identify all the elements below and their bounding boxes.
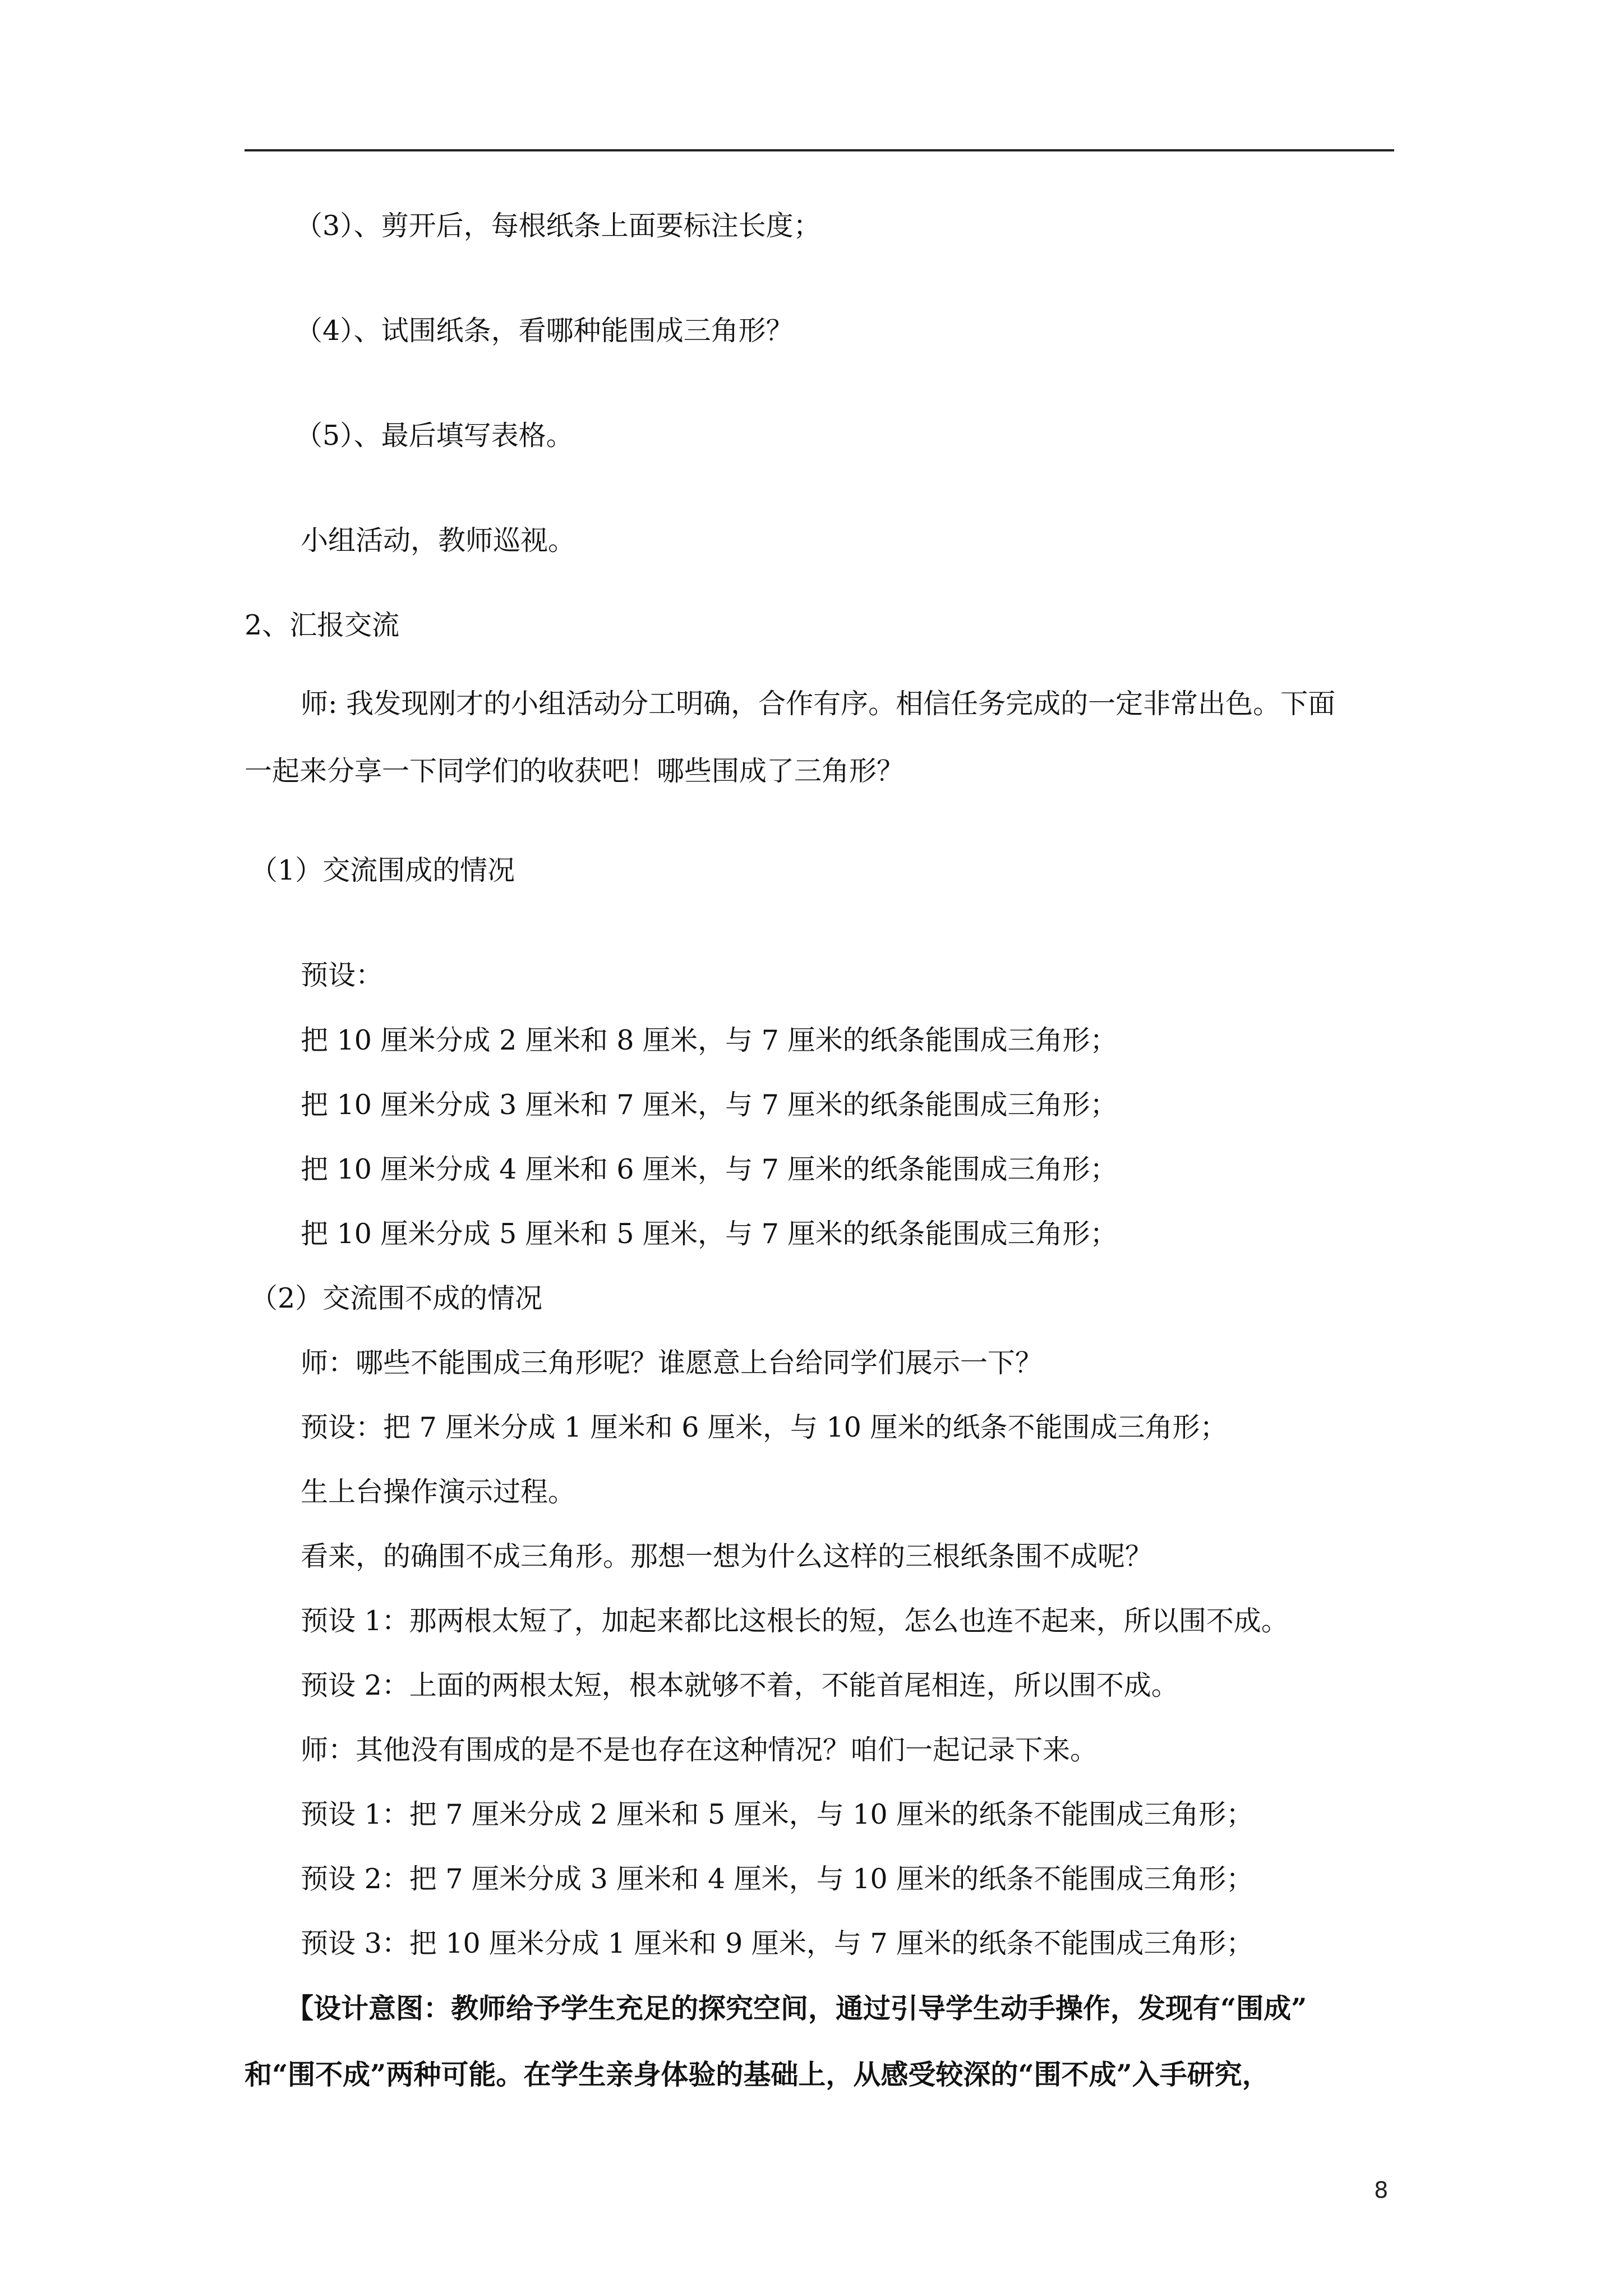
not-formed-line: 预设 2：把 7 厘米分成 3 厘米和 4 厘米，与 10 厘米的纸条不能围成三角形； (301, 1863, 1254, 1895)
preset-label: 预设： (301, 959, 384, 991)
part-2-heading: （2）交流围不成的情况 (250, 1282, 543, 1314)
group-activity: 小组活动，教师巡视。 (301, 524, 576, 556)
not-formed-line: 预设：把 7 厘米分成 1 厘米和 6 厘米，与 10 厘米的纸条不能围成三角形； (301, 1411, 1228, 1443)
step-3: （3）、剪开后，每根纸条上面要标注长度； (295, 210, 821, 242)
not-formed-line: 预设 2：上面的两根太短，根本就够不着，不能首尾相连，所以围不成。 (301, 1669, 1179, 1701)
teacher-intro-line-1: 师: 我发现刚才的小组活动分工明确，合作有序。相信任务完成的一定非常出色。下面 (301, 688, 1336, 720)
not-formed-line: 师：哪些不能围成三角形呢？谁愿意上台给同学们展示一下？ (301, 1347, 1043, 1379)
formed-item: 把 10 厘米分成 3 厘米和 7 厘米，与 7 厘米的纸条能围成三角形； (301, 1089, 1118, 1121)
part-1-heading: （1）交流围成的情况 (250, 854, 515, 886)
not-formed-line: 预设 1：把 7 厘米分成 2 厘米和 5 厘米，与 10 厘米的纸条不能围成三角形； (301, 1798, 1254, 1830)
not-formed-line: 师：其他没有围成的是不是也存在这种情况？咱们一起记录下来。 (301, 1734, 1098, 1766)
teacher-intro-line-2: 一起来分享一下同学们的收获吧！哪些围成了三角形？ (245, 755, 905, 787)
page-number: 8 (1374, 2178, 1389, 2203)
step-4: （4）、试围纸条，看哪种能围成三角形？ (295, 315, 794, 347)
design-intent-line-2: 和“围不成”两种可能。在学生亲身体验的基础上，从感受较深的“围不成”入手研究， (245, 2058, 1270, 2091)
formed-item: 把 10 厘米分成 4 厘米和 6 厘米，与 7 厘米的纸条能围成三角形； (301, 1153, 1118, 1185)
header-rule (245, 149, 1394, 151)
step-5: （5）、最后填写表格。 (295, 420, 574, 452)
section-2-heading: 2、汇报交流 (245, 609, 400, 641)
formed-item: 把 10 厘米分成 2 厘米和 8 厘米，与 7 厘米的纸条能围成三角形； (301, 1024, 1118, 1056)
not-formed-line: 看来，的确围不成三角形。那想一想为什么这样的三根纸条围不成呢？ (301, 1540, 1153, 1572)
design-intent-line-1: 【设计意图：教师给予学生充足的探究空间，通过引导学生动手操作，发现有“围成” (286, 1992, 1307, 2024)
formed-item: 把 10 厘米分成 5 厘米和 5 厘米，与 7 厘米的纸条能围成三角形； (301, 1218, 1118, 1250)
not-formed-line: 预设 1：那两根太短了，加起来都比这根长的短，怎么也连不起来，所以围不成。 (301, 1605, 1289, 1637)
not-formed-line: 预设 3：把 10 厘米分成 1 厘米和 9 厘米，与 7 厘米的纸条不能围成三角形； (301, 1927, 1254, 1959)
not-formed-line: 生上台操作演示过程。 (301, 1476, 576, 1508)
